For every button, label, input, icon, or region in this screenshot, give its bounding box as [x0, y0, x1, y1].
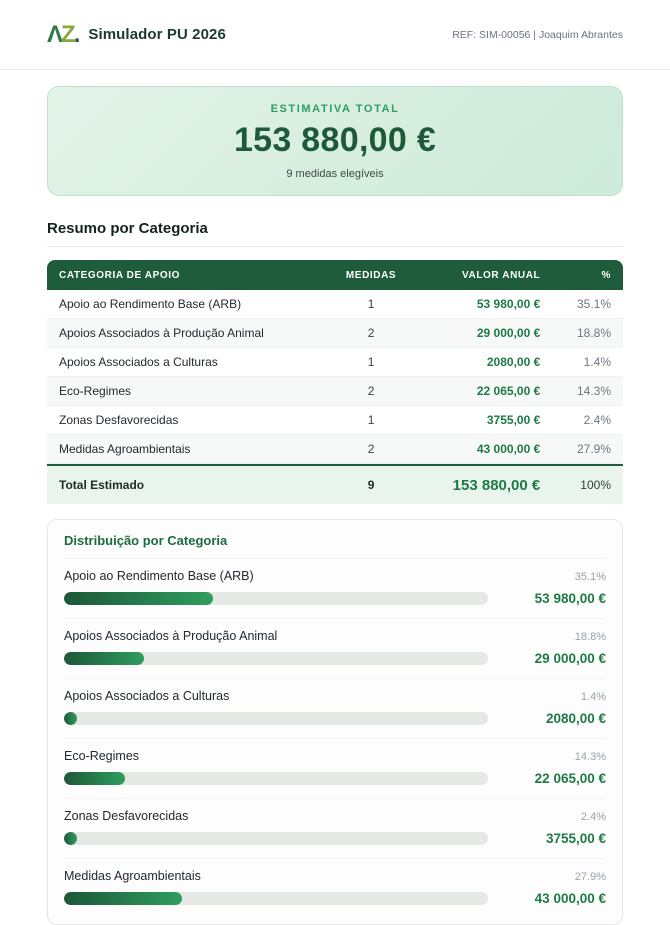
cell-pct: 18.8% — [552, 319, 623, 348]
table-row — [47, 290, 623, 319]
distribution-row-bottom — [64, 711, 606, 726]
cell-category: Apoio ao Rendimento Base (ARB) — [47, 290, 326, 319]
distribution-row-top — [64, 869, 606, 883]
cell-measures: 2 — [326, 435, 417, 464]
distribution-pct: 2.4% — [580, 811, 606, 823]
table-row — [47, 319, 623, 348]
cell-measures: 1 — [326, 348, 417, 377]
cell-pct: 2.4% — [552, 406, 623, 435]
reference-and-user: REF: SIM-00056 | Joaquim Abrantes — [452, 28, 623, 41]
eligible-measures-count: 9 medidas elegíveis — [286, 167, 384, 180]
distribution-row-bottom — [64, 891, 606, 906]
distribution-label: Zonas Desfavorecidas — [64, 809, 189, 823]
distribution-row-bottom — [64, 771, 606, 786]
app-title: Simulador PU 2026 — [88, 26, 226, 43]
progress-bar-track — [64, 772, 488, 785]
table-row — [47, 348, 623, 377]
distribution-row — [64, 679, 606, 739]
distribution-label: Apoios Associados a Culturas — [64, 689, 230, 703]
distribution-pct: 14.3% — [574, 751, 606, 763]
cell-pct: 1.4% — [552, 348, 623, 377]
progress-bar-fill — [64, 832, 77, 845]
cell-value: 2080,00 € — [416, 348, 552, 377]
distribution-pct: 1.4% — [580, 691, 606, 703]
table-row — [47, 377, 623, 406]
distribution-row-bottom — [64, 591, 606, 606]
cell-category: Eco-Regimes — [47, 377, 326, 406]
distribution-value: 43 000,00 € — [534, 891, 606, 906]
progress-bar-track — [64, 832, 488, 845]
summary-table-header — [47, 260, 623, 290]
brand — [47, 20, 226, 48]
distribution-value: 22 065,00 € — [534, 771, 606, 786]
progress-bar-fill — [64, 592, 213, 605]
distribution-label: Eco-Regimes — [64, 749, 140, 763]
header-row — [47, 260, 623, 290]
distribution-value: 53 980,00 € — [534, 591, 606, 606]
distribution-card — [47, 519, 623, 925]
total-value: 153 880,00 € — [416, 464, 552, 504]
col-category: CATEGORIA DE APOIO — [47, 260, 326, 290]
cell-value: 29 000,00 € — [416, 319, 552, 348]
summary-table — [47, 260, 623, 504]
cell-value: 43 000,00 € — [416, 435, 552, 464]
cell-category: Apoios Associados à Produção Animal — [47, 319, 326, 348]
progress-bar-track — [64, 892, 488, 905]
cell-pct: 27.9% — [552, 435, 623, 464]
table-row — [47, 406, 623, 435]
distribution-row — [64, 739, 606, 799]
distribution-pct: 35.1% — [574, 571, 606, 583]
progress-bar-track — [64, 712, 488, 725]
cell-measures: 2 — [326, 377, 417, 406]
distribution-label: Medidas Agroambientais — [64, 869, 201, 883]
total-pct: 100% — [552, 464, 623, 504]
distribution-label: Apoio ao Rendimento Base (ARB) — [64, 569, 254, 583]
cell-category: Medidas Agroambientais — [47, 435, 326, 464]
col-measures: MEDIDAS — [326, 260, 417, 290]
distribution-row-bottom — [64, 831, 606, 846]
distribution-pct: 18.8% — [574, 631, 606, 643]
summary-section-heading: Resumo por Categoria — [47, 220, 623, 247]
page-body — [0, 70, 670, 925]
cell-value: 22 065,00 € — [416, 377, 552, 406]
summary-total-row — [47, 464, 623, 504]
total-measures: 9 — [326, 464, 417, 504]
cell-measures: 2 — [326, 319, 417, 348]
cell-measures: 1 — [326, 406, 417, 435]
estimate-total-value: 153 880,00 € — [233, 120, 437, 159]
cell-measures: 1 — [326, 290, 417, 319]
progress-bar-track — [64, 592, 488, 605]
col-pct: % — [552, 260, 623, 290]
distribution-value: 29 000,00 € — [534, 651, 606, 666]
distribution-heading: Distribuição por Categoria — [64, 533, 606, 559]
app-header — [0, 0, 670, 70]
total-label: Total Estimado — [47, 464, 326, 504]
distribution-row-bottom — [64, 651, 606, 666]
col-value: VALOR ANUAL — [416, 260, 552, 290]
cell-category: Apoios Associados a Culturas — [47, 348, 326, 377]
distribution-label: Apoios Associados à Produção Animal — [64, 629, 278, 643]
progress-bar-fill — [64, 712, 77, 725]
distribution-row — [64, 859, 606, 918]
cell-pct: 35.1% — [552, 290, 623, 319]
progress-bar-track — [64, 652, 488, 665]
distribution-row — [64, 619, 606, 679]
total-row — [47, 464, 623, 504]
distribution-row-top — [64, 809, 606, 823]
progress-bar-fill — [64, 892, 182, 905]
distribution-row-top — [64, 749, 606, 763]
distribution-row-top — [64, 629, 606, 643]
progress-bar-fill — [64, 772, 125, 785]
cell-category: Zonas Desfavorecidas — [47, 406, 326, 435]
distribution-row-top — [64, 569, 606, 583]
cell-value: 3755,00 € — [416, 406, 552, 435]
table-row — [47, 435, 623, 464]
cell-pct: 14.3% — [552, 377, 623, 406]
cell-value: 53 980,00 € — [416, 290, 552, 319]
distribution-row — [64, 559, 606, 619]
distribution-pct: 27.9% — [574, 871, 606, 883]
az-logo-icon: ΛZ. — [47, 20, 79, 48]
total-estimate-card — [47, 86, 623, 196]
progress-bar-fill — [64, 652, 144, 665]
distribution-value: 3755,00 € — [545, 831, 606, 846]
distribution-row-top — [64, 689, 606, 703]
distribution-value: 2080,00 € — [545, 711, 606, 726]
distribution-row — [64, 799, 606, 859]
estimate-label: ESTIMATIVA TOTAL — [270, 102, 400, 115]
